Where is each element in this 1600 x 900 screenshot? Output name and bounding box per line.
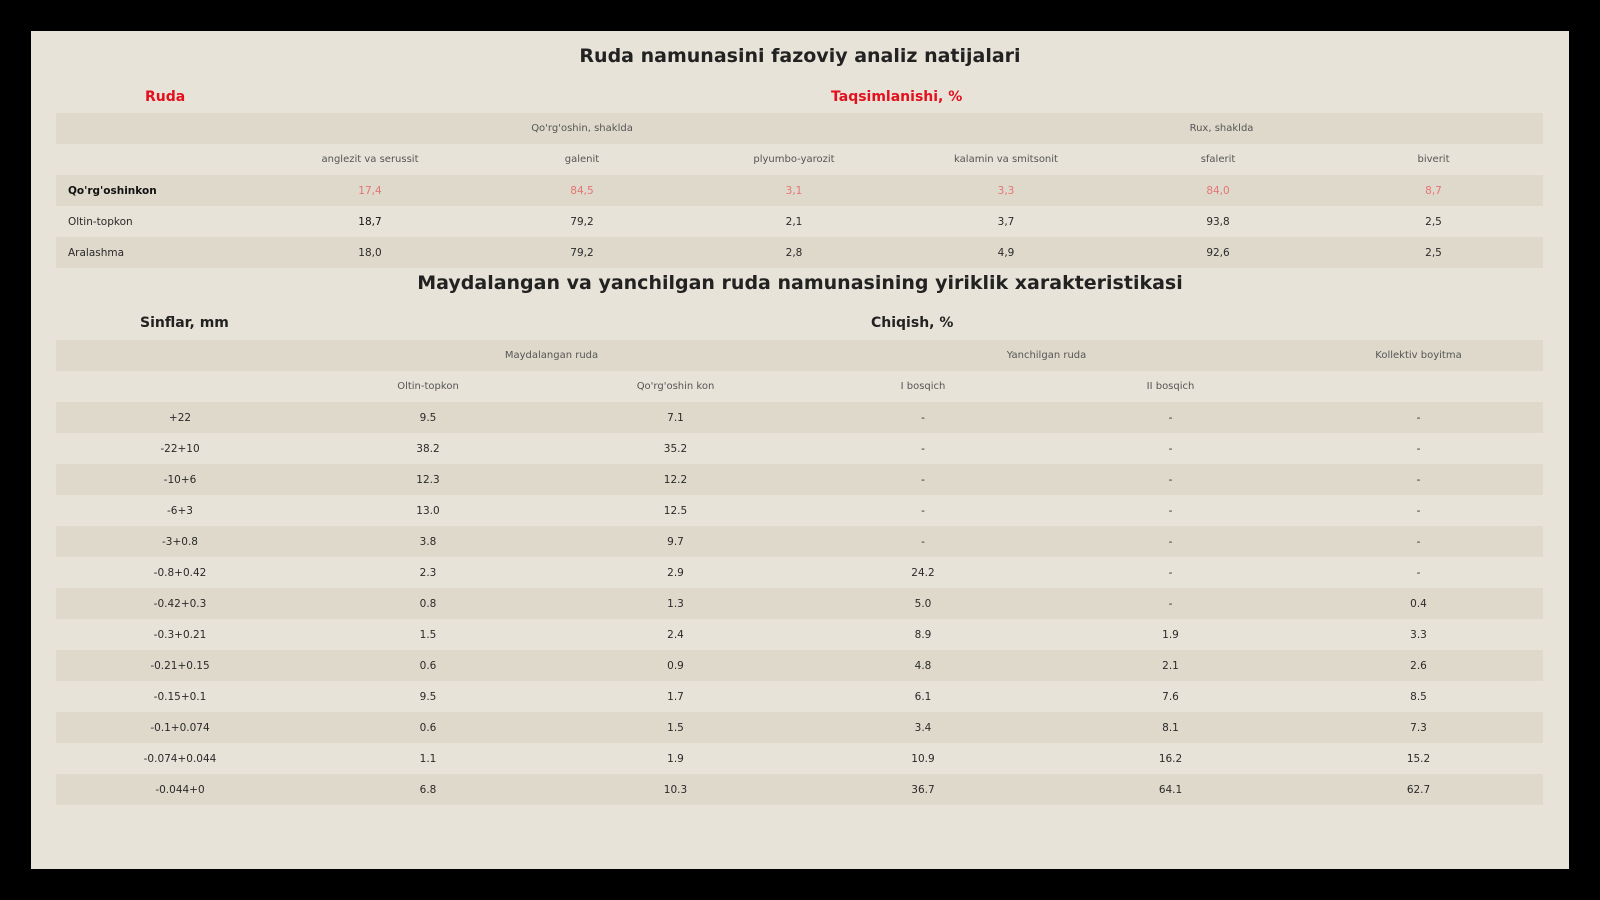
cell: 3,7 [997, 215, 1015, 228]
cell: 9.7 [552, 526, 799, 557]
cell: 8.9 [914, 628, 932, 641]
cell: - [1294, 402, 1543, 433]
row-label: -0.15+0.1 [153, 690, 207, 703]
table-row [56, 526, 1543, 557]
cell: - [1047, 526, 1294, 557]
table-row [56, 712, 1543, 743]
cell: 12.3 [304, 464, 552, 495]
cell: 1.9 [667, 752, 684, 765]
cell: 2,1 [785, 215, 803, 228]
cell: 8.1 [1047, 712, 1294, 743]
cell: 10.3 [552, 774, 799, 805]
cell: 84,0 [1112, 175, 1324, 206]
column-header-row [56, 371, 1543, 402]
cell: 79,2 [570, 215, 594, 228]
table-row [56, 402, 1543, 433]
cell: 93,8 [1206, 215, 1230, 228]
cell: 2,5 [1324, 237, 1543, 268]
cell: 64.1 [1047, 774, 1294, 805]
cell: 2,8 [688, 237, 900, 268]
cell: - [921, 504, 925, 517]
cell: 8.5 [1410, 690, 1427, 703]
cell: 4,9 [900, 237, 1112, 268]
cell: 2.4 [667, 628, 684, 641]
row-label: -0.074+0.044 [143, 752, 217, 765]
cell: 1.5 [552, 712, 799, 743]
cell: 3,1 [688, 175, 900, 206]
cell: 10.9 [911, 752, 935, 765]
cell: 3.3 [1410, 628, 1427, 641]
column-header: Oltin-topkon [397, 381, 459, 392]
cell: - [1294, 464, 1543, 495]
cell: 1.9 [1162, 628, 1179, 641]
cell: 7.1 [552, 402, 799, 433]
cell: 2.3 [419, 566, 437, 579]
cell: 9.5 [419, 690, 437, 703]
table-row [56, 743, 1543, 774]
table-row [56, 619, 1543, 650]
cell: 16.2 [1158, 752, 1183, 765]
table-row [56, 206, 1543, 237]
column-header: kalamin va smitsonit [954, 154, 1058, 165]
cell: - [799, 402, 1047, 433]
granulometry-title: Maydalangan va yanchilgan ruda namunasining yiriklik xarakteristikasi [417, 272, 1183, 294]
cell: - [1416, 504, 1421, 517]
table-row [56, 464, 1543, 495]
cell: 5.0 [799, 588, 1047, 619]
classes-label: Sinflar, mm [140, 315, 229, 331]
table-row [56, 175, 1543, 206]
cell: - [1047, 588, 1294, 619]
slide [31, 31, 1569, 869]
row-label: -0.1+0.074 [56, 712, 304, 743]
row-label: -22+10 [160, 442, 200, 455]
cell: 79,2 [476, 237, 688, 268]
cell: 62.7 [1294, 774, 1543, 805]
group-crushed: Maydalangan ruda [304, 340, 799, 371]
cell: 38.2 [416, 442, 440, 455]
cell: 0.9 [552, 650, 799, 681]
cell: 18,7 [358, 215, 382, 228]
cell: - [799, 464, 1047, 495]
group-header-row [56, 340, 1543, 371]
cell: 12.5 [663, 504, 688, 517]
cell: 2.6 [1294, 650, 1543, 681]
distribution-label: Taqsimlanishi, % [831, 89, 963, 105]
cell: - [1294, 526, 1543, 557]
cell: - [799, 526, 1047, 557]
cell: - [1047, 464, 1294, 495]
group-collective: Kollektiv boyitma [1294, 340, 1543, 371]
cell: 0.4 [1294, 588, 1543, 619]
cell: 1.3 [552, 588, 799, 619]
table-row [56, 681, 1543, 712]
yield-label: Chiqish, % [871, 315, 954, 331]
cell: 0.6 [304, 712, 552, 743]
cell: - [1168, 504, 1173, 517]
column-header: galenit [564, 154, 600, 165]
cell: 12.2 [552, 464, 799, 495]
table-row [56, 557, 1543, 588]
table-row [56, 774, 1543, 805]
row-label: Qo'rg'oshinkon [56, 175, 264, 206]
granulometry-body [56, 402, 1543, 805]
cell: 7.3 [1294, 712, 1543, 743]
cell: 3,3 [900, 175, 1112, 206]
cell: 4.8 [799, 650, 1047, 681]
cell: 15.2 [1406, 752, 1431, 765]
row-label: -10+6 [56, 464, 304, 495]
group-zinc: Rux, shaklda [900, 113, 1543, 144]
cell: 1.7 [667, 690, 684, 703]
cell: 3.8 [304, 526, 552, 557]
cell: 6.8 [304, 774, 552, 805]
cell: 1.5 [419, 628, 437, 641]
row-label: -6+3 [167, 504, 193, 517]
group-header-row [56, 113, 1543, 144]
table-row [56, 433, 1543, 464]
ruda-label: Ruda [145, 89, 186, 105]
table-row [56, 495, 1543, 526]
cell: - [1047, 402, 1294, 433]
analysis-title: Ruda namunasini fazoviy analiz natijalari [579, 45, 1021, 67]
cell: 35.2 [663, 442, 688, 455]
cell: 2,5 [1425, 215, 1442, 228]
cell: 18,0 [264, 237, 476, 268]
row-label: -3+0.8 [56, 526, 304, 557]
cell: - [1168, 566, 1173, 579]
column-header: sfalerit [1200, 154, 1236, 165]
row-label: -0.42+0.3 [56, 588, 304, 619]
cell: - [1168, 442, 1173, 455]
row-label: -0.21+0.15 [56, 650, 304, 681]
table-row [56, 237, 1543, 268]
row-label: +22 [56, 402, 304, 433]
cell: - [1416, 442, 1421, 455]
column-header: Qo'rg'oshin kon [636, 381, 715, 392]
cell: - [921, 442, 925, 455]
cell: 92,6 [1112, 237, 1324, 268]
cell: 36.7 [799, 774, 1047, 805]
cell: 2.9 [667, 566, 684, 579]
row-label: Oltin-topkon [68, 215, 133, 228]
cell: 1.1 [419, 752, 437, 765]
column-header: anglezit va serussit [321, 154, 419, 165]
column-header: II bosqich [1146, 381, 1195, 392]
cell: 17,4 [264, 175, 476, 206]
cell: 9.5 [304, 402, 552, 433]
table-row [56, 650, 1543, 681]
cell: 3.4 [799, 712, 1047, 743]
cell: 6.1 [914, 690, 932, 703]
column-header: biverit [1417, 154, 1450, 165]
column-header: plyumbo-yarozit [753, 154, 835, 165]
group-lead: Qo'rg'oshin, shaklda [264, 113, 900, 144]
cell: 7.6 [1162, 690, 1179, 703]
cell: 24.2 [911, 566, 935, 579]
row-label: -0.3+0.21 [153, 628, 207, 641]
cell: 0.6 [304, 650, 552, 681]
group-ground: Yanchilgan ruda [799, 340, 1294, 371]
cell: 2.1 [1047, 650, 1294, 681]
cell: 84,5 [476, 175, 688, 206]
column-header-row [56, 144, 1543, 175]
cell: 13.0 [416, 504, 440, 517]
analysis-table [56, 113, 1543, 268]
row-label: -0.044+0 [56, 774, 304, 805]
granulometry-table [56, 340, 1543, 805]
table-row [56, 588, 1543, 619]
row-label: Aralashma [56, 237, 264, 268]
cell: 0.8 [304, 588, 552, 619]
cell: 8,7 [1324, 175, 1543, 206]
row-label: -0.8+0.42 [153, 566, 207, 579]
column-header: I bosqich [900, 381, 946, 392]
cell: - [1416, 566, 1421, 579]
